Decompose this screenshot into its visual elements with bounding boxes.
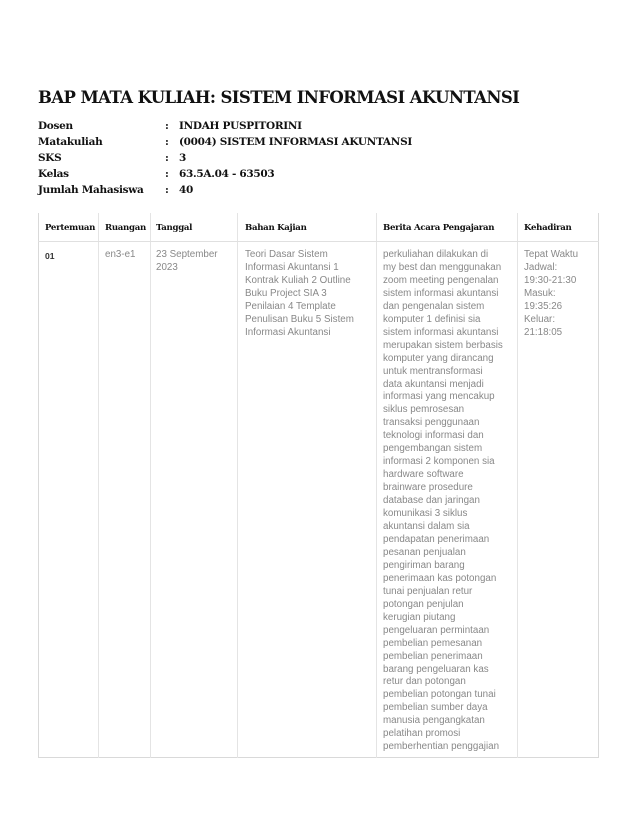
info-value: 63.5A.04 - 63503 bbox=[179, 168, 275, 180]
berita-line: barang pengeluaran kas bbox=[383, 663, 489, 675]
page-title: BAP MATA KULIAH: SISTEM INFORMASI AKUNTANSI bbox=[38, 88, 520, 107]
column-divider bbox=[237, 213, 238, 758]
berita-line: transaksi penggunaan bbox=[383, 417, 480, 429]
info-colon: : bbox=[165, 152, 169, 164]
berita-line: perkuliahan dilakukan di bbox=[383, 249, 489, 260]
berita-line: pemberhentian penggajian bbox=[383, 741, 500, 753]
berita-line: komunikasi 3 siklus bbox=[383, 508, 468, 520]
cell-ruangan: en3-e1 bbox=[105, 249, 136, 260]
info-label: Kelas bbox=[38, 168, 69, 180]
course-info bbox=[38, 118, 412, 198]
column-divider bbox=[150, 213, 151, 758]
info-value: 40 bbox=[179, 184, 194, 196]
info-value: 3 bbox=[179, 152, 187, 164]
info-colon: : bbox=[165, 136, 169, 148]
berita-line: teknologi informasi dan bbox=[383, 430, 484, 442]
berita-line: database dan jaringan bbox=[383, 495, 480, 507]
berita-line: pembelian pemesanan bbox=[383, 637, 483, 649]
header-pertemuan: Pertemuan bbox=[45, 223, 96, 233]
berita-line: retur dan potongan bbox=[383, 676, 466, 688]
berita-line: pembelian potongan tunai bbox=[383, 689, 496, 701]
info-colon: : bbox=[165, 184, 169, 196]
info-value: (0004) SISTEM INFORMASI AKUNTANSI bbox=[179, 136, 412, 148]
cell-kehadiran bbox=[524, 249, 596, 340]
berita-line: merupakan sistem berbasis bbox=[383, 339, 503, 351]
berita-line: manusia pengangkatan bbox=[383, 715, 485, 727]
tanggal-line: 23 September bbox=[156, 249, 218, 260]
berita-line: tunai penjualan retur bbox=[383, 585, 473, 597]
header-kehadiran: Kehadiran bbox=[524, 223, 572, 233]
berita-line: data akuntansi menjadi bbox=[383, 378, 484, 390]
attendance-table bbox=[38, 213, 599, 759]
berita-line: untuk mentransformasi bbox=[383, 365, 483, 377]
bahan-line: Penulisan Buku 5 Sistem bbox=[245, 313, 354, 325]
berita-line: pengembangan sistem bbox=[383, 443, 483, 455]
header-divider bbox=[38, 241, 599, 242]
header-tanggal: Tanggal bbox=[156, 223, 193, 233]
kehadiran-line: Jadwal: bbox=[524, 261, 558, 273]
berita-line: siklus pemrosesan bbox=[383, 404, 465, 416]
info-row-matakuliah bbox=[38, 134, 412, 150]
kehadiran-line: 21:18:05 bbox=[524, 326, 563, 338]
berita-line: komputer yang dirancang bbox=[383, 352, 494, 364]
cell-berita-acara bbox=[383, 249, 516, 754]
info-row-dosen bbox=[38, 118, 412, 134]
berita-line: pelatihan promosi bbox=[383, 728, 461, 740]
info-label: Matakuliah bbox=[38, 136, 103, 148]
berita-line: pesanan penjualan bbox=[383, 546, 466, 558]
column-divider bbox=[98, 213, 99, 758]
berita-line: potongan penjulan bbox=[383, 598, 464, 610]
header-berita-acara: Berita Acara Pengajaran bbox=[383, 223, 495, 233]
berita-line: my best dan menggunakan bbox=[383, 261, 502, 273]
berita-line: pengeluaran permintaan bbox=[383, 624, 490, 636]
info-label: Dosen bbox=[38, 120, 73, 132]
info-row-jumlah-mahasiswa bbox=[38, 182, 412, 198]
cell-pertemuan: 01 bbox=[45, 251, 55, 261]
info-row-sks bbox=[38, 150, 412, 166]
berita-line: informasi 2 komponen sia bbox=[383, 456, 495, 468]
info-label: Jumlah Mahasiswa bbox=[38, 184, 144, 196]
berita-line: zoom meeting pengenalan bbox=[383, 274, 499, 286]
berita-line: hardware software bbox=[383, 469, 464, 481]
info-colon: : bbox=[165, 120, 169, 132]
header-ruangan: Ruangan bbox=[105, 223, 146, 233]
kehadiran-line: 19:35:26 bbox=[524, 300, 563, 312]
bahan-line: Penilaian 4 Template bbox=[245, 300, 336, 312]
info-row-kelas bbox=[38, 166, 412, 182]
berita-line: sistem informasi akuntansi bbox=[383, 326, 499, 338]
column-divider bbox=[517, 213, 518, 758]
berita-line: brainware prosedure bbox=[383, 482, 473, 494]
berita-line: penerimaan kas potongan bbox=[383, 572, 497, 584]
cell-tanggal bbox=[156, 249, 236, 275]
info-colon: : bbox=[165, 168, 169, 180]
berita-line: pendapatan penerimaan bbox=[383, 533, 490, 545]
berita-line: pengiriman barang bbox=[383, 559, 465, 571]
tanggal-line: 2023 bbox=[156, 261, 178, 273]
kehadiran-line: Masuk: bbox=[524, 287, 556, 299]
header-bahan-kajian: Bahan Kajian bbox=[245, 223, 307, 233]
kehadiran-line: 19:30-21:30 bbox=[524, 274, 577, 286]
berita-line: sistem informasi akuntansi bbox=[383, 287, 499, 299]
bahan-line: Kontrak Kuliah 2 Outline bbox=[245, 274, 351, 286]
bahan-line: Teori Dasar Sistem bbox=[245, 249, 328, 260]
berita-line: kerugian piutang bbox=[383, 611, 456, 623]
berita-line: pembelian sumber daya bbox=[383, 702, 488, 714]
berita-line: pembelian penerimaan bbox=[383, 650, 483, 662]
column-divider bbox=[376, 213, 377, 758]
berita-line: informasi yang mencakup bbox=[383, 391, 495, 403]
info-value: INDAH PUSPITORINI bbox=[179, 120, 302, 132]
kehadiran-line: Keluar: bbox=[524, 313, 556, 325]
cell-bahan-kajian bbox=[245, 249, 375, 340]
info-label: SKS bbox=[38, 152, 62, 164]
bahan-line: Informasi Akuntansi 1 bbox=[245, 261, 339, 273]
berita-line: dan pengenalan sistem bbox=[383, 300, 485, 312]
berita-line: akuntansi dalam sia bbox=[383, 521, 470, 533]
bahan-line: Buku Project SIA 3 bbox=[245, 287, 327, 299]
berita-line: komputer 1 definisi sia bbox=[383, 313, 481, 325]
bahan-line: Informasi Akuntansi bbox=[245, 326, 331, 338]
kehadiran-line: Tepat Waktu bbox=[524, 249, 579, 260]
